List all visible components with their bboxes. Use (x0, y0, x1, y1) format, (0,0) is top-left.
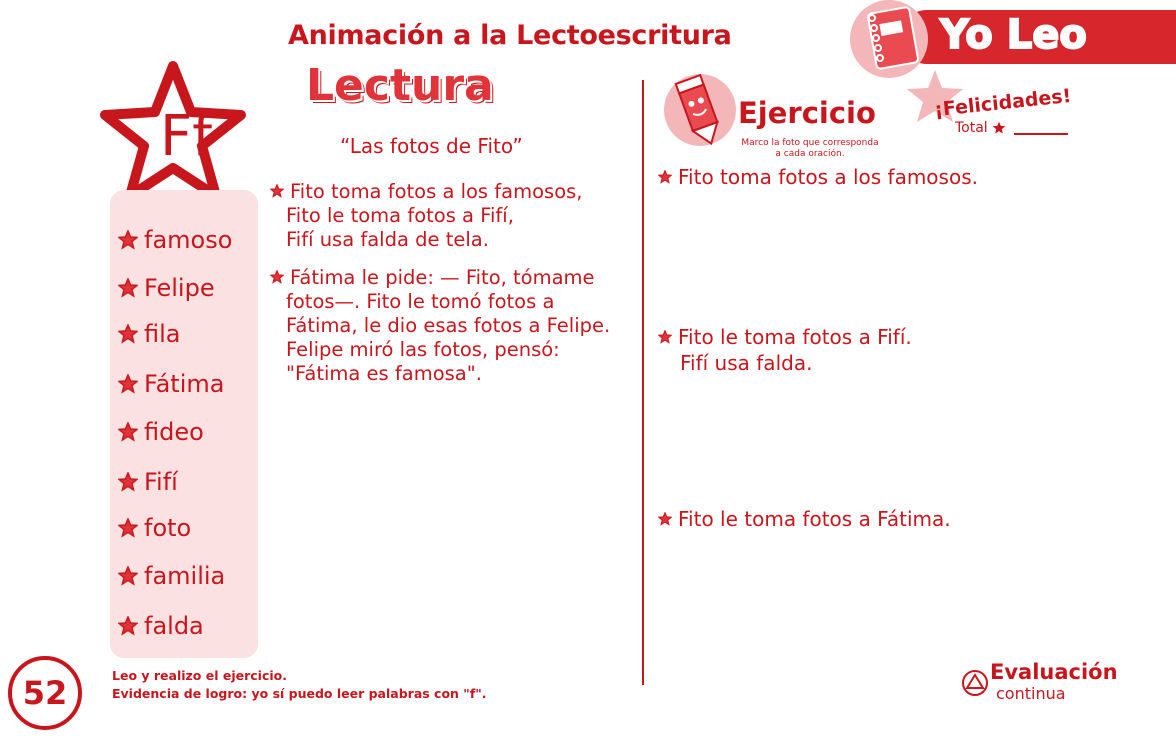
story-title: “Las fotos de Fito” (340, 134, 523, 158)
instruction-line: a cada oración. (775, 149, 845, 159)
star-bullet-icon (118, 230, 138, 250)
word-list-item (118, 468, 178, 496)
word-text: famoso (144, 226, 233, 254)
star-bullet-icon (118, 616, 138, 636)
exercise-title: Ejercicio (738, 96, 876, 130)
story-line (270, 266, 610, 290)
story-line-text: Fito toma fotos a los famosos, (290, 180, 583, 203)
story-line (270, 204, 582, 228)
star-bullet-icon (118, 278, 138, 298)
star-bullet-icon (270, 270, 284, 284)
word-list-item (118, 612, 204, 640)
story-line-text: Fito le toma fotos a Fifí, (286, 204, 514, 227)
section-title: Lectura (306, 60, 494, 111)
star-bullet-icon (118, 472, 138, 492)
story-paragraph (270, 180, 582, 252)
word-text: Felipe (144, 274, 215, 302)
star-bullet-icon (118, 324, 138, 344)
story-line (270, 290, 610, 314)
story-photo (292, 388, 442, 532)
word-list-item (118, 320, 181, 348)
word-text: fideo (144, 418, 204, 446)
featured-letter: Ff (160, 104, 212, 169)
star-bullet-icon (118, 566, 138, 586)
answer-photo[interactable] (684, 530, 806, 650)
total-label: Total (955, 120, 988, 136)
star-bullet-icon (658, 170, 672, 184)
story-line (270, 180, 582, 204)
sentence-text: Fifí usa falda. (680, 351, 813, 375)
sentence-line (658, 324, 912, 350)
evaluation-label: Evaluación (990, 660, 1118, 684)
word-text: familia (144, 562, 226, 590)
total-score (955, 120, 1068, 136)
story-photo (288, 528, 438, 676)
word-list-item (118, 370, 224, 398)
answer-photo[interactable] (866, 532, 988, 652)
word-list-item (118, 514, 191, 542)
story-photo (452, 388, 596, 528)
word-text: fila (144, 320, 181, 348)
notebook-icon (860, 4, 922, 74)
story-line (270, 362, 610, 386)
word-list-item (118, 418, 204, 446)
word-text: Fifí (144, 468, 178, 496)
footer-instruction: Leo y realizo el ejercicio. (112, 668, 287, 683)
answer-photo[interactable] (866, 190, 988, 310)
exercise-instructions (730, 138, 890, 160)
sentence-text: Fito toma fotos a los famosos. (678, 165, 978, 189)
evaluation-sublabel: continua (996, 684, 1066, 703)
book-title: Yo Leo (940, 12, 1087, 58)
story-line-text: fotos—. Fito le tomó fotos a (286, 290, 555, 313)
star-bullet-icon (118, 518, 138, 538)
sentence-text: Fito le toma fotos a Fátima. (678, 507, 951, 531)
word-list-item (118, 274, 215, 302)
answer-photo[interactable] (684, 190, 806, 310)
story-line (270, 338, 610, 362)
star-bullet-icon (992, 121, 1006, 135)
sentence-line (658, 350, 912, 376)
story-photo (444, 534, 598, 678)
evaluation-icon (960, 668, 990, 698)
word-list-item (118, 226, 232, 254)
footer-evidence: Evidencia de logro: yo sí puedo leer palabras con "f". (112, 686, 487, 701)
story-line-text: Fátima, le dio esas fotos a Felipe. (286, 314, 611, 337)
sentence-line (658, 506, 951, 532)
exercise-sentence (658, 164, 978, 190)
star-bullet-icon (118, 374, 138, 394)
story-paragraph (270, 266, 610, 386)
column-divider (642, 80, 644, 685)
answer-photo[interactable] (684, 376, 806, 496)
word-list-item (118, 562, 225, 590)
word-text: foto (144, 514, 192, 542)
subject-title: Animación a la Lectoescritura (288, 20, 732, 51)
story-line-text: "Fátima es famosa". (286, 362, 482, 385)
star-bullet-icon (658, 512, 672, 526)
story-line (270, 314, 610, 338)
congrats-label: ¡Felicidades! (933, 84, 1073, 122)
exercise-sentence (658, 324, 912, 376)
story-line-text: Fátima le pide: — Fito, tómame (290, 266, 595, 289)
word-text: Fátima (144, 370, 225, 398)
star-bullet-icon (118, 422, 138, 442)
star-bullet-icon (658, 330, 672, 344)
instruction-line: Marco la foto que corresponda (741, 138, 879, 148)
pencil-mascot-icon (660, 70, 736, 150)
star-bullet-icon (270, 184, 284, 198)
page-number: 52 (8, 656, 82, 730)
sentence-text: Fito le toma fotos a Fifí. (678, 325, 912, 349)
answer-photo[interactable] (866, 374, 988, 494)
total-blank[interactable] (1014, 121, 1068, 135)
story-line (270, 228, 582, 252)
word-text: falda (144, 612, 204, 640)
sentence-line (658, 164, 978, 190)
exercise-sentence (658, 506, 951, 532)
story-line-text: Fifí usa falda de tela. (286, 228, 489, 251)
story-line-text: Felipe miró las fotos, pensó: (286, 338, 560, 361)
